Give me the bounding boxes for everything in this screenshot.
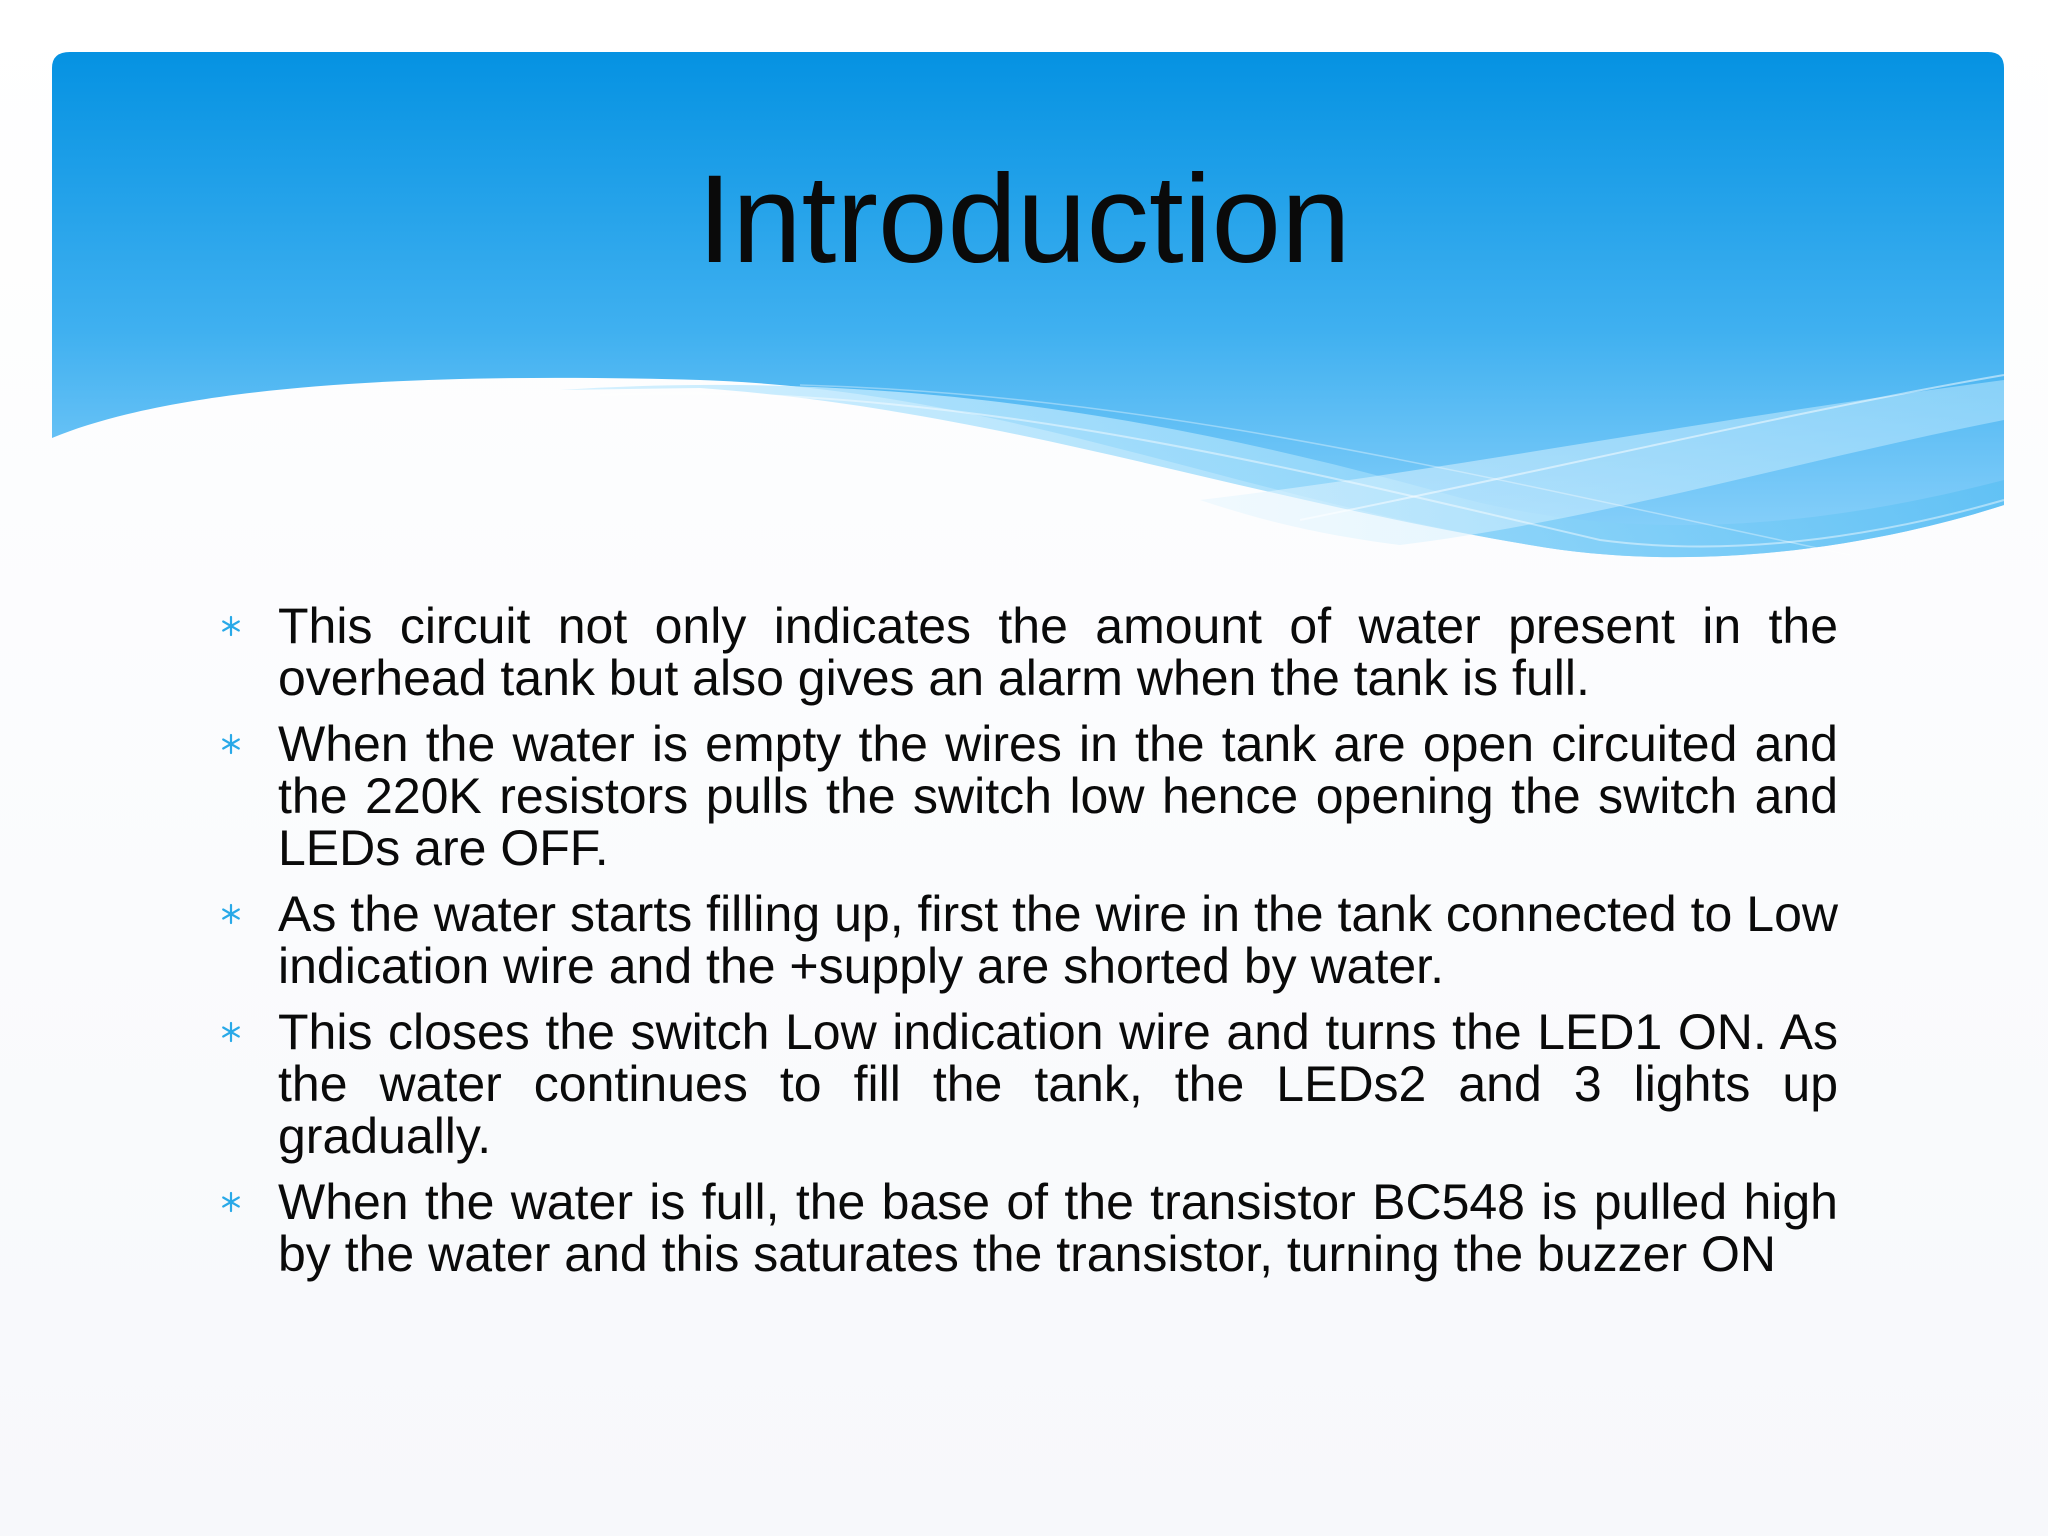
bullet-text: This circuit not only indicates the amount of water present in the overhead tank but also gives an alarm when the tank is full. xyxy=(278,598,1838,706)
asterisk-bullet-icon xyxy=(216,606,246,646)
bullet-list xyxy=(216,600,1838,1294)
bullet-item xyxy=(216,888,1838,992)
bullet-text: As the water starts filling up, first the wire in the tank connected to Low indication wire and the +supply are shorted by water. xyxy=(278,886,1838,994)
header-wave-banner xyxy=(0,0,2048,600)
asterisk-bullet-icon xyxy=(216,1182,246,1222)
bullet-text: When the water is empty the wires in the tank are open circuited and the 220K resistors pulls the switch low hence opening the switch and LEDs are OFF. xyxy=(278,716,1838,876)
bullet-item xyxy=(216,1006,1838,1162)
bullet-item xyxy=(216,600,1838,704)
bullet-text: This closes the switch Low indication wire and turns the LED1 ON. As the water continues to fill the tank, the LEDs2 and 3 lights up gradually. xyxy=(278,1004,1838,1164)
bullet-item xyxy=(216,718,1838,874)
asterisk-bullet-icon xyxy=(216,1012,246,1052)
bullet-item xyxy=(216,1176,1838,1280)
bullet-text: When the water is full, the base of the transistor BC548 is pulled high by the water and this saturates the transistor, turning the buzzer ON xyxy=(278,1174,1838,1282)
asterisk-bullet-icon xyxy=(216,894,246,934)
asterisk-bullet-icon xyxy=(216,724,246,764)
slide-title: Introduction xyxy=(697,150,1351,289)
